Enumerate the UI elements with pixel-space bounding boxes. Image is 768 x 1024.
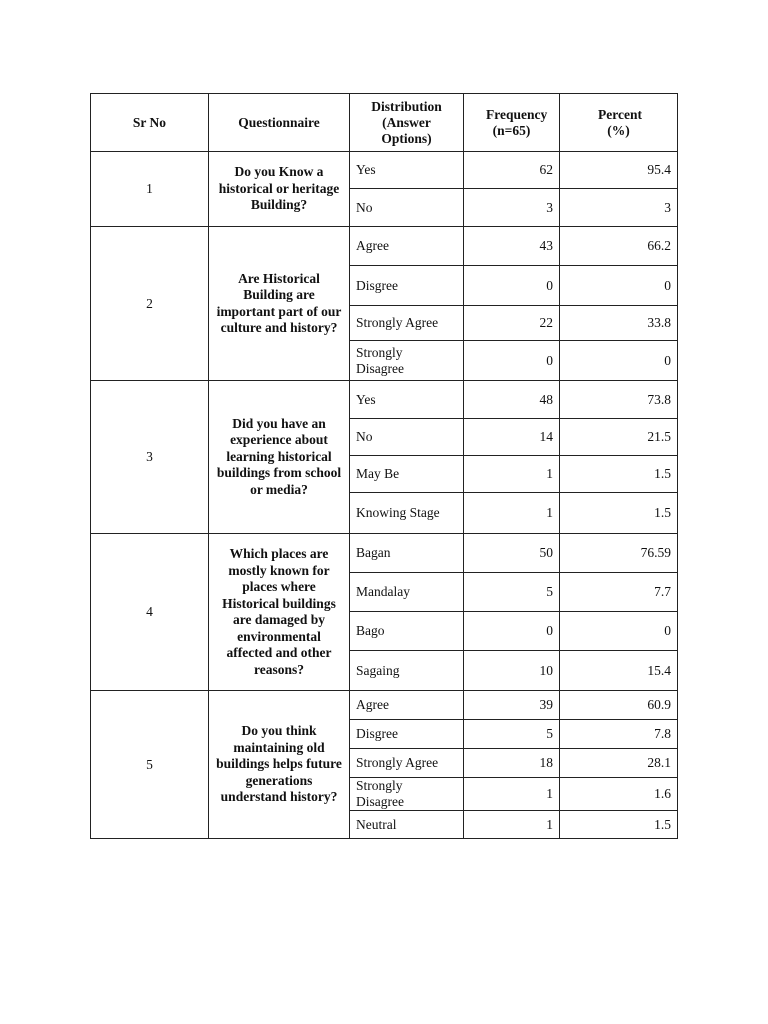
answer-option-cell: Mandalay — [350, 573, 464, 612]
frequency-cell: 1 — [464, 456, 560, 493]
answer-option-cell: Disgree — [350, 266, 464, 306]
question-cell: Which places are mostly known for places where Historical buildings are damaged by environmental affected and other reasons? — [209, 534, 350, 691]
header-distribution-label: Distribution (Answer Options) — [371, 98, 442, 146]
percent-cell: 1.5 — [560, 493, 678, 534]
question-cell: Do you think maintaining old buildings helps future generations understand history? — [209, 691, 350, 839]
answer-option-cell: Bago — [350, 612, 464, 651]
percent-cell: 21.5 — [560, 419, 678, 456]
answer-option-cell: Neutral — [350, 811, 464, 839]
percent-cell: 33.8 — [560, 306, 678, 341]
frequency-cell: 10 — [464, 651, 560, 691]
header-percent — [560, 94, 678, 152]
frequency-cell: 43 — [464, 227, 560, 266]
percent-cell: 73.8 — [560, 381, 678, 419]
percent-cell: 60.9 — [560, 691, 678, 720]
answer-option-cell: Sagaing — [350, 651, 464, 691]
frequency-cell: 18 — [464, 749, 560, 778]
header-sr-no: Sr No — [91, 94, 209, 152]
answer-option-cell: Strongly Agree — [350, 306, 464, 341]
percent-cell: 1.6 — [560, 778, 678, 811]
sr-no-cell: 2 — [91, 227, 209, 381]
answer-option-cell: No — [350, 189, 464, 227]
percent-cell: 1.5 — [560, 811, 678, 839]
question-cell: Are Historical Building are important part of our culture and history? — [209, 227, 350, 381]
table-row — [91, 691, 678, 720]
percent-cell: 1.5 — [560, 456, 678, 493]
header-frequency — [464, 94, 560, 152]
percent-cell: 15.4 — [560, 651, 678, 691]
percent-cell: 0 — [560, 341, 678, 381]
sr-no-cell: 5 — [91, 691, 209, 839]
header-questionnaire: Questionnaire — [209, 94, 350, 152]
table-row — [91, 152, 678, 189]
percent-cell: 7.8 — [560, 720, 678, 749]
table-row — [91, 227, 678, 266]
question-cell: Do you Know a historical or heritage Building? — [209, 152, 350, 227]
percent-cell: 95.4 — [560, 152, 678, 189]
answer-option-cell: Yes — [350, 381, 464, 419]
frequency-cell: 22 — [464, 306, 560, 341]
question-cell: Did you have an experience about learning historical buildings from school or media? — [209, 381, 350, 534]
header-distribution — [350, 94, 464, 152]
frequency-cell: 62 — [464, 152, 560, 189]
frequency-cell: 48 — [464, 381, 560, 419]
answer-option-cell: Knowing Stage — [350, 493, 464, 534]
table-row — [91, 381, 678, 419]
answer-option-cell: Strongly Disagree — [350, 341, 464, 381]
answer-option-cell: Strongly Agree — [350, 749, 464, 778]
frequency-cell: 3 — [464, 189, 560, 227]
answer-option-cell: May Be — [350, 456, 464, 493]
frequency-cell: 0 — [464, 341, 560, 381]
percent-cell: 0 — [560, 612, 678, 651]
percent-cell: 66.2 — [560, 227, 678, 266]
frequency-cell: 5 — [464, 720, 560, 749]
frequency-cell: 0 — [464, 612, 560, 651]
frequency-cell: 5 — [464, 573, 560, 612]
percent-cell: 7.7 — [560, 573, 678, 612]
frequency-cell: 50 — [464, 534, 560, 573]
frequency-cell: 1 — [464, 811, 560, 839]
header-row — [91, 94, 678, 152]
frequency-cell: 1 — [464, 493, 560, 534]
percent-cell: 0 — [560, 266, 678, 306]
sr-no-cell: 1 — [91, 152, 209, 227]
percent-cell: 3 — [560, 189, 678, 227]
header-frequency-label: Frequency (n=65) — [486, 106, 548, 138]
frequency-cell: 39 — [464, 691, 560, 720]
table-row — [91, 534, 678, 573]
answer-option-cell: Bagan — [350, 534, 464, 573]
percent-cell: 76.59 — [560, 534, 678, 573]
answer-option-cell: Yes — [350, 152, 464, 189]
answer-option-cell: No — [350, 419, 464, 456]
answer-option-cell: Agree — [350, 227, 464, 266]
frequency-cell: 0 — [464, 266, 560, 306]
percent-cell: 28.1 — [560, 749, 678, 778]
frequency-cell: 1 — [464, 778, 560, 811]
answer-option-cell: Disgree — [350, 720, 464, 749]
survey-results-table — [90, 93, 678, 839]
answer-option-cell: Strongly Disagree — [350, 778, 464, 811]
answer-option-cell: Agree — [350, 691, 464, 720]
header-percent-label: Percent (%) — [598, 106, 642, 138]
sr-no-cell: 4 — [91, 534, 209, 691]
sr-no-cell: 3 — [91, 381, 209, 534]
frequency-cell: 14 — [464, 419, 560, 456]
